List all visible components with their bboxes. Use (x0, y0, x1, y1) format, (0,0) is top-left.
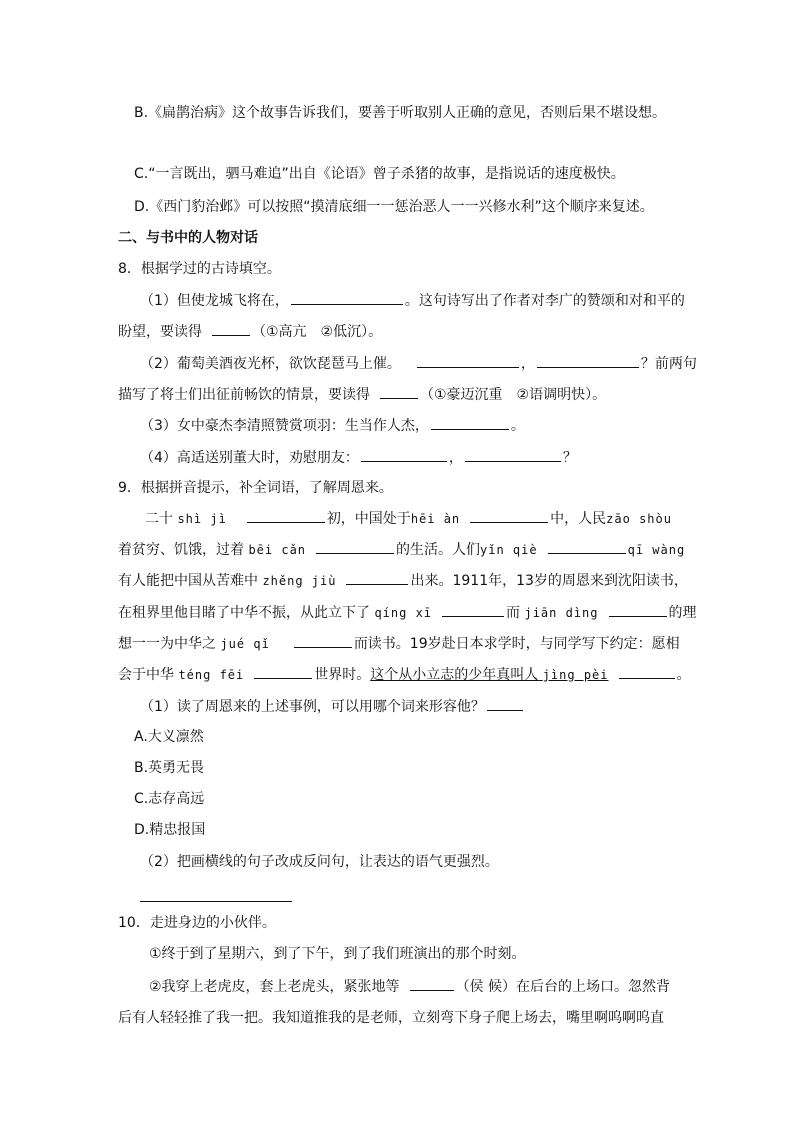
q8-p4-sep: ， (448, 450, 463, 466)
q10-title: 10．走进身边的小伙伴。 (118, 915, 276, 931)
q10-s2-b: （侯 候）在后台的上场口。忽然背 (455, 979, 671, 995)
q9-sub1-blank[interactable] (487, 696, 523, 711)
blank-heian[interactable] (470, 508, 548, 523)
q9-l2-a: 着贫穷、饥饿，过着 (118, 542, 244, 558)
q9-l5-b: 而读书。19岁赴日本求学时，与同学写下约定：愿相 (353, 636, 680, 652)
pinyin-qingxi: qíng xī (374, 606, 433, 620)
q8-p1-text-c: 盼望，要读得 (118, 324, 202, 340)
q8-p1-text-d: （①高亢 ②低沉）。 (252, 324, 383, 340)
q9-l6-a: 会于中华 (118, 667, 174, 683)
q9-l1-b: 初，中国处于 (326, 511, 411, 527)
q8-p4-blank-2[interactable] (465, 447, 561, 462)
q10-sentence-2 (149, 976, 670, 997)
q9-passage-line1 (145, 508, 672, 529)
q8-p1-text-b: 。这句诗写出了作者对李广的赞颂和对和平的 (404, 293, 685, 309)
q8-part1-line1 (140, 290, 685, 311)
blank-yinqie[interactable] (548, 539, 626, 554)
q9-sub1-text: （1）读了周恩来的上述事例，可以用哪个词来形容他？ (140, 699, 485, 715)
q9-l6-end: 。 (676, 667, 691, 683)
pinyin-beican: bēi cǎn (248, 543, 307, 557)
pinyin-tengfei: téng fēi (178, 668, 245, 682)
q9-l1-c: 中，人民 (550, 511, 607, 527)
blank-shiji[interactable] (247, 508, 325, 523)
q10-blank-hou[interactable] (410, 976, 454, 991)
q9-l3-b: 出来。1911年，13岁的周恩来到沈阳读书， (410, 573, 688, 589)
q8-title: 8．根据学过的古诗填空。 (118, 261, 281, 277)
pinyin-qiwang: qī wàng (627, 543, 686, 557)
section-2-heading: 二、与书中的人物对话 (118, 230, 258, 246)
blank-jianding[interactable] (609, 602, 667, 617)
q9-sub1 (140, 696, 525, 717)
q10-sentence-2-cont: 后有人轻轻推了我一把。我知道推我的是老师，立刻弯下身子爬上场去，嘴里啊呜啊呜直 (118, 1010, 664, 1026)
q8-p2-sep: ， (520, 356, 535, 372)
q9-passage-line4 (118, 602, 697, 623)
q8-p2-blank-1[interactable] (417, 353, 519, 368)
q9-title: 9．根据拼音提示，补全词语，了解周恩来。 (118, 480, 393, 496)
q8-p2-text-c: 描写了将士们出征前畅饮的情景，要读得 (118, 387, 370, 403)
q9-passage-line3 (118, 570, 688, 591)
pinyin-heian: hēi àn (410, 512, 461, 526)
q9-l4-b: 而 (506, 605, 521, 621)
q8-p1-text-a: （1）但使龙城飞将在， (140, 293, 289, 309)
pinyin-zaoshou: zāo shòu (606, 512, 672, 526)
blank-jingpei[interactable] (619, 664, 675, 679)
q8-p2-text-b: ？前两句 (640, 356, 697, 372)
q8-part3 (140, 415, 525, 436)
q9-l3-a: 有人能把中国从苦难中 (118, 573, 258, 589)
blank-qingxi[interactable] (442, 602, 504, 617)
q9-passage-line2 (118, 539, 685, 560)
q8-p2-blank-2[interactable] (537, 353, 639, 368)
q9-option-c[interactable]: C.志存高远 (134, 791, 205, 807)
q9-l4-a: 在租界里他目睹了中华不振，从此立下了 (118, 605, 370, 621)
q8-p2-text-a: （2）葡萄美酒夜光杯，欲饮琵琶马上催。 (140, 356, 401, 372)
q8-part4 (140, 447, 577, 468)
q8-p2-tone-blank[interactable] (380, 384, 418, 399)
q8-p4-blank-1[interactable] (361, 447, 447, 462)
q8-p4-end: ？ (562, 450, 577, 466)
q8-p3-text: （3）女中豪杰李清照赞赏项羽：生当作人杰， (140, 418, 429, 434)
q9-l6-b: 世界时。 (314, 667, 371, 683)
q8-p2-text-d: （①豪迈沉重 ②语调明快）。 (420, 387, 607, 403)
q8-p1-tone-blank[interactable] (212, 321, 250, 336)
q9-option-a[interactable]: A.大义凛然 (134, 729, 204, 745)
pinyin-jueqi: jué qǐ (220, 637, 270, 651)
q8-p3-blank[interactable] (431, 415, 509, 430)
q8-part2-line2 (118, 384, 606, 405)
q9-sub2-answer-line[interactable] (140, 901, 292, 902)
q9-option-b[interactable]: B.英勇无畏 (134, 760, 205, 776)
blank-zhengjiu[interactable] (346, 570, 408, 585)
q8-p3-end: 。 (510, 418, 525, 434)
q9-l4-c: 的理 (668, 605, 697, 621)
blank-tengfei[interactable] (254, 664, 312, 679)
blank-jueqi[interactable] (294, 633, 352, 648)
pinyin-yinqie: yǐn qiè (480, 543, 538, 557)
q9-option-d[interactable]: D.精忠报国 (134, 822, 206, 838)
q9-l1-a: 二十 (145, 511, 173, 527)
q9-sub2: （2）把画横线的句子改成反问句，让表达的语气更强烈。 (140, 854, 499, 870)
pinyin-jingpei: jìng pèi (542, 668, 609, 682)
pinyin-zhengjiu: zhěng jiù (262, 574, 337, 588)
q9-l5-a: 想一一为中华之 (118, 636, 216, 652)
q8-p4-text: （4）高适送别董大时，劝慰朋友： (140, 450, 359, 466)
q10-s2-a: ②我穿上老虎皮，套上老虎头，紧张地等 (149, 979, 400, 995)
q9-l2-b: 的生活。人们 (396, 542, 481, 558)
blank-beican[interactable] (316, 539, 394, 554)
q10-sentence-1: ①终于到了星期六，到了下午，到了我们班演出的那个时刻。 (149, 946, 526, 962)
pinyin-jianding: jiān dìng (524, 606, 599, 620)
q8-part2-line1 (140, 353, 697, 374)
q8-p1-blank[interactable] (291, 290, 403, 305)
option-d: D.《西门豹治邺》可以按照“摸清底细一一惩治恶人一一兴修水利”这个顺序来复述。 (134, 199, 654, 215)
q9-passage-line5 (118, 633, 680, 654)
q9-passage-line6 (118, 664, 691, 685)
option-c: C.“一言既出，驷马难追”出自《论语》曾子杀猪的故事，是指说话的速度极快。 (134, 166, 625, 182)
q8-part1-line2 (118, 321, 382, 342)
underlined-sentence: 这个从小立志的少年真叫人 (370, 667, 539, 683)
option-b: B.《扁鹊治病》这个故事告诉我们，要善于听取别人正确的意见，否则后果不堪设想。 (134, 105, 667, 121)
pinyin-shiji: shì jì (177, 512, 227, 526)
